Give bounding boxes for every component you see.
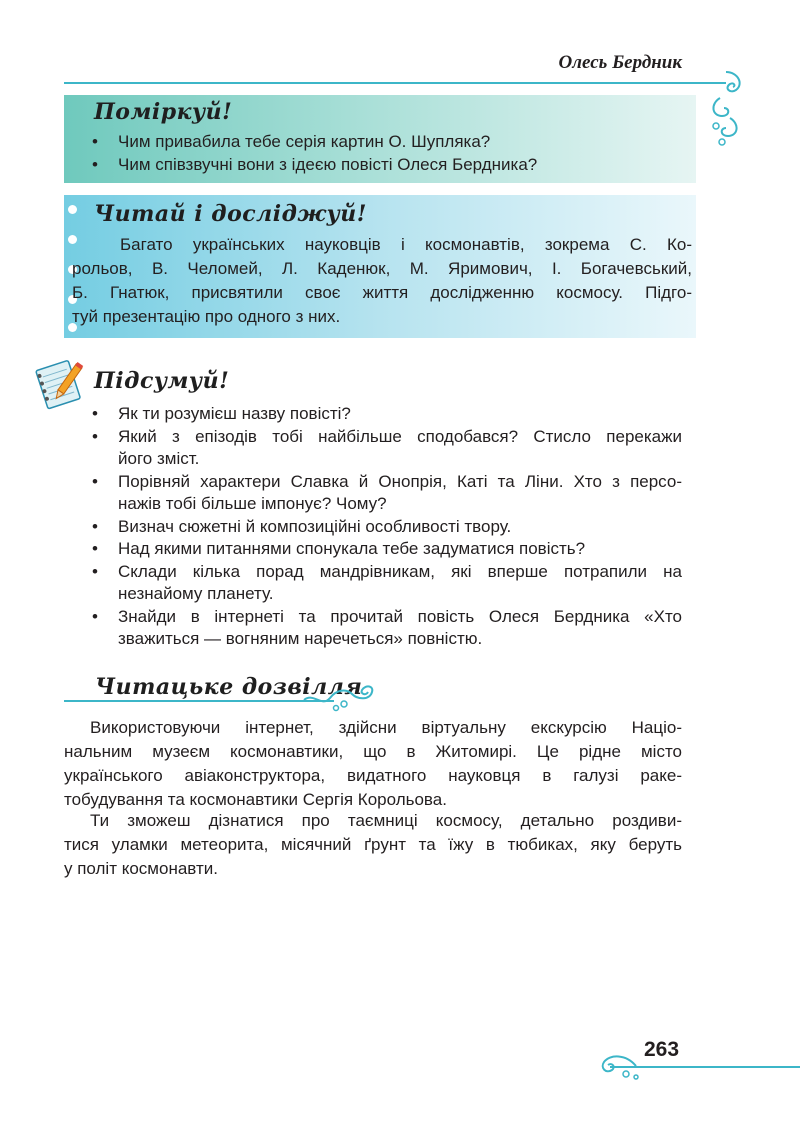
think-box: [64, 95, 696, 183]
bullet-icon: •: [92, 404, 98, 423]
read-explore-title: Читай і досліджуй!: [94, 201, 367, 227]
footer-rule: [610, 1066, 800, 1068]
list-item: • Який з епізодів тобі найбільше сподобався? Стисло перекажи його зміст.: [92, 426, 682, 468]
read-explore-text: Багато українських науковців і космонавтів, зокрема С. Ко- рольов, В. Челомей, Л. Каденюк, М. Яримович, І. Богачевський, Б. Гнатюк, присвятили своє життя дослідженню космосу. Підго- туй презентацію про одного з них.: [72, 235, 692, 326]
swirl-ornament-icon: [300, 682, 380, 712]
header-rule: [64, 82, 726, 84]
bullet-icon: •: [92, 471, 98, 491]
think-list: [92, 130, 537, 176]
swirl-ornament-icon: [700, 70, 750, 150]
bullet-icon: •: [92, 539, 98, 558]
leisure-paragraph-2: Ти зможеш дізнатися про таємниці космосу, детально роздиви- тися уламки метеорита, місячний ґрунт та їжу в тюбиках, яку беруть у політ космонавти.: [64, 811, 682, 878]
leisure-title: Читацьке дозвілля: [95, 674, 363, 700]
list-item: • Чим співзвучні вони з ідеєю повісті Олеся Бердника?: [92, 155, 538, 174]
list-item: • Як ти розумієш назву повісті?: [92, 403, 682, 426]
summary-list: [92, 403, 682, 651]
running-head-author: Олесь Бердник: [558, 52, 682, 73]
bullet-icon: •: [92, 155, 98, 174]
bullet-icon: •: [92, 426, 98, 446]
list-item: • Чим привабила тебе серія картин О. Шупляка?: [92, 132, 491, 151]
bullet-icon: •: [92, 606, 98, 626]
list-item: • Знайди в інтернеті та прочитай повість Олеся Бердника «Хто зважиться — вогняним наречеться» повністю.: [92, 606, 682, 648]
leisure-rule: [64, 700, 334, 702]
bullet-icon: •: [92, 516, 98, 536]
leisure-paragraph-1: Використовуючи інтернет, здійсни віртуальну екскурсію Націо- нальним музеєм космонавтики, що в Житомирі. Це рідне місто українського авіаконструктора, видатного науковця в галузі раке- тобудування та космонавтики Сергія Корольова.: [64, 718, 682, 809]
summary-title: Підсумуй!: [94, 368, 230, 394]
bullet-icon: •: [92, 132, 98, 151]
page-number: 263: [644, 1038, 680, 1061]
bullet-icon: •: [92, 561, 98, 581]
list-item: • Порівняй характери Славка й Онопрія, Каті та Ліни. Хто з персо- нажів тобі більше імпонує? Чому?: [92, 471, 682, 513]
think-title: Поміркуй!: [94, 99, 233, 125]
notebook-pencil-icon: [33, 358, 87, 410]
list-item: • Визнач сюжетні й композиційні особливості твору.: [92, 516, 682, 539]
list-item: • Над якими питаннями спонукала тебе задуматися повість?: [92, 538, 682, 561]
read-explore-box: [64, 195, 696, 338]
list-item: • Склади кілька порад мандрівникам, які вперше потрапили на незнайому планету.: [92, 561, 682, 603]
